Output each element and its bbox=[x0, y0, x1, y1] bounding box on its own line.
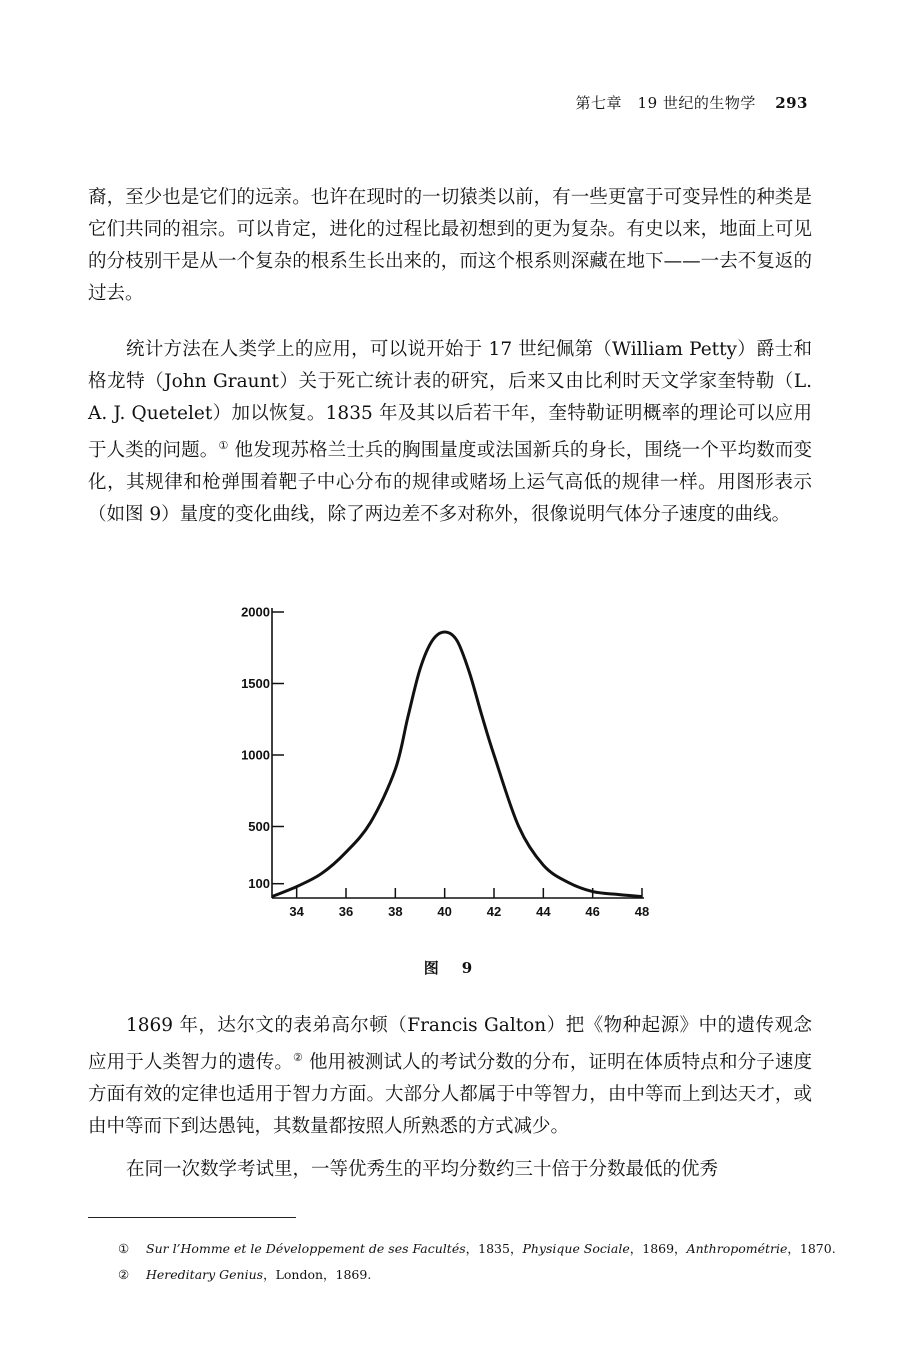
paragraph-2-part-a: 统计方法在人类学上的应用，可以说开始于 17 世纪佩第（William Petty）爵士和格龙特（John Graunt）关于死亡统计表的研究，后来又由比利时天文学家奎特勒（L. A. J. Quetelet）加以恢复。1835 年及其以后若干年，奎特勒证明概率的理论可以应用于人类的问题。 bbox=[88, 339, 812, 462]
x-tick-label: 40 bbox=[437, 904, 452, 919]
y-tick-label: 500 bbox=[248, 819, 270, 834]
footnote-1-title-2: Physique Sociale bbox=[522, 1241, 630, 1256]
chapter-title: 第七章 19 世纪的生物学 bbox=[575, 94, 756, 112]
footnote-2 bbox=[118, 1262, 818, 1288]
figure-caption: 图 9 bbox=[423, 959, 477, 977]
x-tick-label: 46 bbox=[585, 904, 600, 919]
footnote-1-sep-2: ，1869， bbox=[629, 1241, 687, 1256]
footnote-ref-2: ② bbox=[292, 1051, 303, 1064]
footnote-1-sep-1: ，1835， bbox=[465, 1241, 523, 1256]
paragraph-4: 在同一次数学考试里，一等优秀生的平均分数约三十倍于分数最低的优秀 bbox=[126, 1159, 719, 1180]
footnote-2-title: Hereditary Genius bbox=[146, 1267, 264, 1282]
x-tick-label: 38 bbox=[388, 904, 403, 919]
y-tick-label: 100 bbox=[248, 876, 270, 892]
y-ticks bbox=[241, 605, 284, 892]
y-tick-label: 1000 bbox=[241, 747, 270, 763]
footnote-1-title-1: Sur l’Homme et le Développement de ses Facultés bbox=[146, 1241, 466, 1256]
footnotes bbox=[118, 1236, 836, 1288]
x-tick-label: 36 bbox=[338, 904, 354, 919]
x-tick-label: 42 bbox=[486, 904, 502, 919]
paragraph-1-container bbox=[88, 182, 812, 310]
y-tick-label: 1500 bbox=[241, 676, 270, 691]
paragraph-1: 裔，至少也是它们的远亲。也许在现时的一切猿类以前，有一些更富于可变异性的种类是它们共同的祖宗。可以肯定，进化的过程比最初想到的更为复杂。有史以来，地面上可见的分枝别干是从一个复杂的根系生长出来的，而这个根系则深藏在地下——一去不复返的过去。 bbox=[88, 187, 812, 304]
page-number: 293 bbox=[775, 94, 808, 112]
paragraph-3-container bbox=[88, 1010, 812, 1143]
y-tick-label: 2000 bbox=[241, 604, 270, 620]
footnote-divider bbox=[88, 1217, 296, 1218]
paragraph-3-part-b: 他用被测试人的考试分数的分布，证明在体质特点和分子速度方面有效的定律也适用于智力方面。大部分人都属于中等智力，由中等而上到达天才，或由中等而下到达愚钝，其数量都按照人所熟悉的方式减少。 bbox=[88, 1052, 812, 1138]
normal-curve-chart bbox=[230, 596, 670, 926]
x-tick-label: 44 bbox=[536, 904, 551, 919]
footnote-1 bbox=[118, 1236, 836, 1262]
paragraph-2-part-b: 他发现苏格兰士兵的胸围量度或法国新兵的身长，围绕一个平均数而变化，其规律和枪弹围着靶子中心分布的规律或赌场上运气高低的规律一样。用图形表示（如图 9）量度的变化曲线，除了两边差不多对称外，很像说明气体分子速度的曲线。 bbox=[88, 440, 812, 526]
paragraph-3-part-a: 1869 年，达尔文的表弟高尔顿（Francis Galton）把《物种起源》中的遗传观念应用于人类智力的遗传。 bbox=[88, 1015, 812, 1074]
paragraph-2-container bbox=[88, 334, 812, 531]
paragraph-4-container bbox=[88, 1154, 812, 1186]
running-header bbox=[576, 92, 808, 113]
footnote-1-title-3: Anthropométrie bbox=[686, 1241, 788, 1256]
paragraph-3 bbox=[88, 1010, 812, 1143]
footnote-1-end: ，1870. bbox=[787, 1241, 836, 1256]
footnote-2-end: ，London，1869. bbox=[263, 1267, 372, 1282]
figure-9 bbox=[230, 596, 670, 926]
distribution-curve bbox=[272, 632, 642, 897]
x-tick-label: 34 bbox=[289, 904, 304, 919]
footnote-1-mark: ① bbox=[118, 1241, 130, 1256]
paragraph-2 bbox=[88, 334, 812, 531]
footnote-ref-1: ① bbox=[218, 439, 229, 452]
footnote-2-mark: ② bbox=[118, 1267, 130, 1282]
chart-axes bbox=[272, 608, 644, 898]
x-tick-label: 48 bbox=[634, 904, 650, 919]
